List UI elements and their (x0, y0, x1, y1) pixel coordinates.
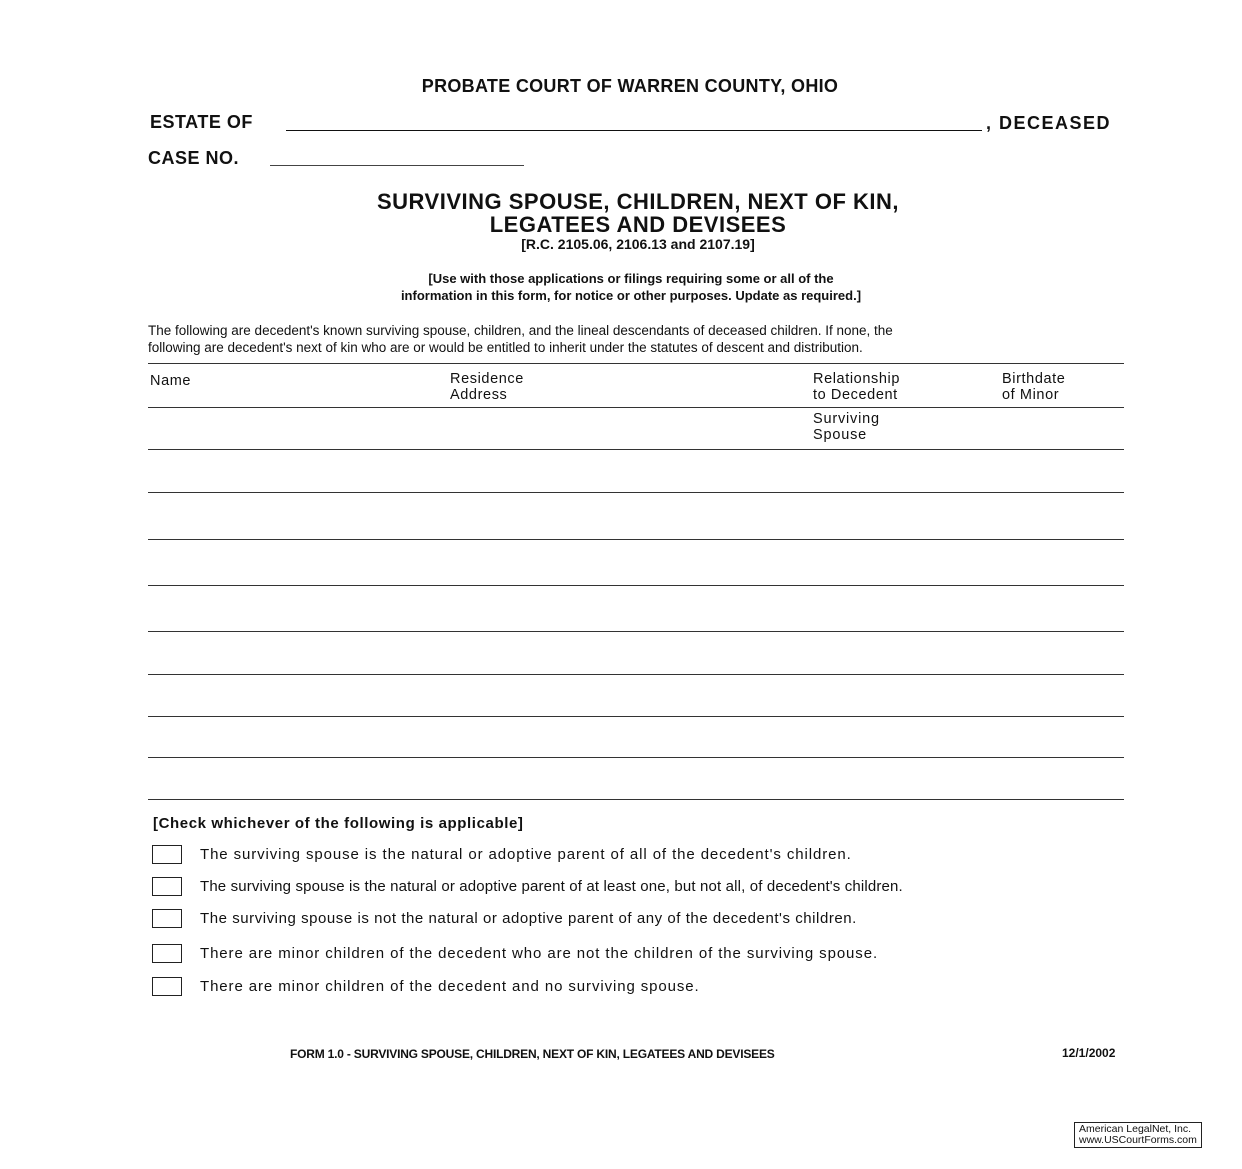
checklist-item-label: The surviving spouse is the natural or adoptive parent of at least one, but not all, of decedent's children. (200, 878, 903, 895)
statute-reference: [R.C. 2105.06, 2106.13 and 2107.19] (521, 236, 755, 252)
form-title-line2: LEGATEES AND DEVISEES (489, 212, 787, 237)
column-header-birthdate: Birthdate of Minor (1002, 371, 1066, 403)
form-title-line1: SURVIVING SPOUSE, CHILDREN, NEXT OF KIN, (377, 189, 899, 214)
table-row-rule (148, 799, 1124, 800)
publisher-name: American LegalNet, Inc. (1079, 1123, 1192, 1135)
table-header-rule (148, 407, 1124, 408)
usage-note (0, 270, 1242, 304)
publisher-url: www.USCourtForms.com (1079, 1134, 1197, 1146)
deceased-label: , DECEASED (986, 113, 1112, 133)
checklist-item-1 (152, 845, 1142, 867)
table-row-rule (148, 449, 1124, 450)
estate-of-label: ESTATE OF (150, 112, 253, 132)
footer-form-name: FORM 1.0 - SURVIVING SPOUSE, CHILDREN, NEXT OF KIN, LEGATEES AND DEVISEES (290, 1047, 775, 1061)
checkbox[interactable] (152, 845, 182, 864)
table-top-rule (148, 363, 1124, 364)
checklist-item-4 (152, 944, 1142, 966)
checklist-item-5 (152, 977, 1142, 999)
column-header-relationship: Relationship to Decedent (813, 371, 900, 403)
footer-date: 12/1/2002 (1062, 1046, 1116, 1060)
table-row-rule (148, 539, 1124, 540)
case-number-label: CASE NO. (148, 148, 240, 168)
usage-note-line2: information in this form, for notice or other purposes. Update as required.] (400, 288, 862, 303)
intro-line2: following are decedent's next of kin who are or would be entitled to inherit under the statutes of descent and distribution. (148, 340, 863, 355)
column-header-residence-address: Residence Address (450, 371, 524, 403)
checkbox[interactable] (152, 877, 182, 896)
intro-line1: The following are decedent's known surviving spouse, children, and the lineal descendants of deceased children. If none, the (148, 323, 893, 338)
case-number-field[interactable] (270, 165, 524, 166)
checkbox[interactable] (152, 909, 182, 928)
checklist-item-2 (152, 877, 1142, 899)
checklist-item-label: There are minor children of the decedent who are not the children of the surviving spouse. (200, 945, 879, 962)
estate-of-row (150, 112, 1130, 138)
row-1-address[interactable] (450, 413, 800, 447)
checklist-heading: [Check whichever of the following is applicable] (153, 815, 524, 832)
column-header-name: Name (150, 373, 192, 389)
checkbox[interactable] (152, 944, 182, 963)
checklist-item-label: There are minor children of the decedent and no surviving spouse. (200, 978, 700, 995)
form-title (0, 190, 1242, 236)
publisher-stamp (1074, 1122, 1202, 1148)
row-1-name[interactable] (150, 413, 440, 447)
court-title: PROBATE COURT OF WARREN COUNTY, OHIO (421, 76, 839, 96)
table-row-rule (148, 585, 1124, 586)
table-row-rule (148, 492, 1124, 493)
usage-note-line1: [Use with those applications or filings requiring some or all of the (428, 271, 834, 286)
row-1-birthdate[interactable] (1002, 413, 1122, 447)
table-row-rule (148, 757, 1124, 758)
table-row-rule (148, 716, 1124, 717)
checkbox[interactable] (152, 977, 182, 996)
table-row-rule (148, 631, 1124, 632)
estate-name-field[interactable] (286, 130, 982, 131)
table-row-rule (148, 674, 1124, 675)
checklist-item-label: The surviving spouse is not the natural or adoptive parent of any of the decedent's children. (200, 910, 857, 927)
row-1-relationship: Surviving Spouse (813, 411, 880, 443)
checklist-item-3 (152, 909, 1142, 931)
intro-paragraph (148, 322, 1138, 356)
checklist-item-label: The surviving spouse is the natural or adoptive parent of all of the decedent's children. (200, 846, 852, 863)
